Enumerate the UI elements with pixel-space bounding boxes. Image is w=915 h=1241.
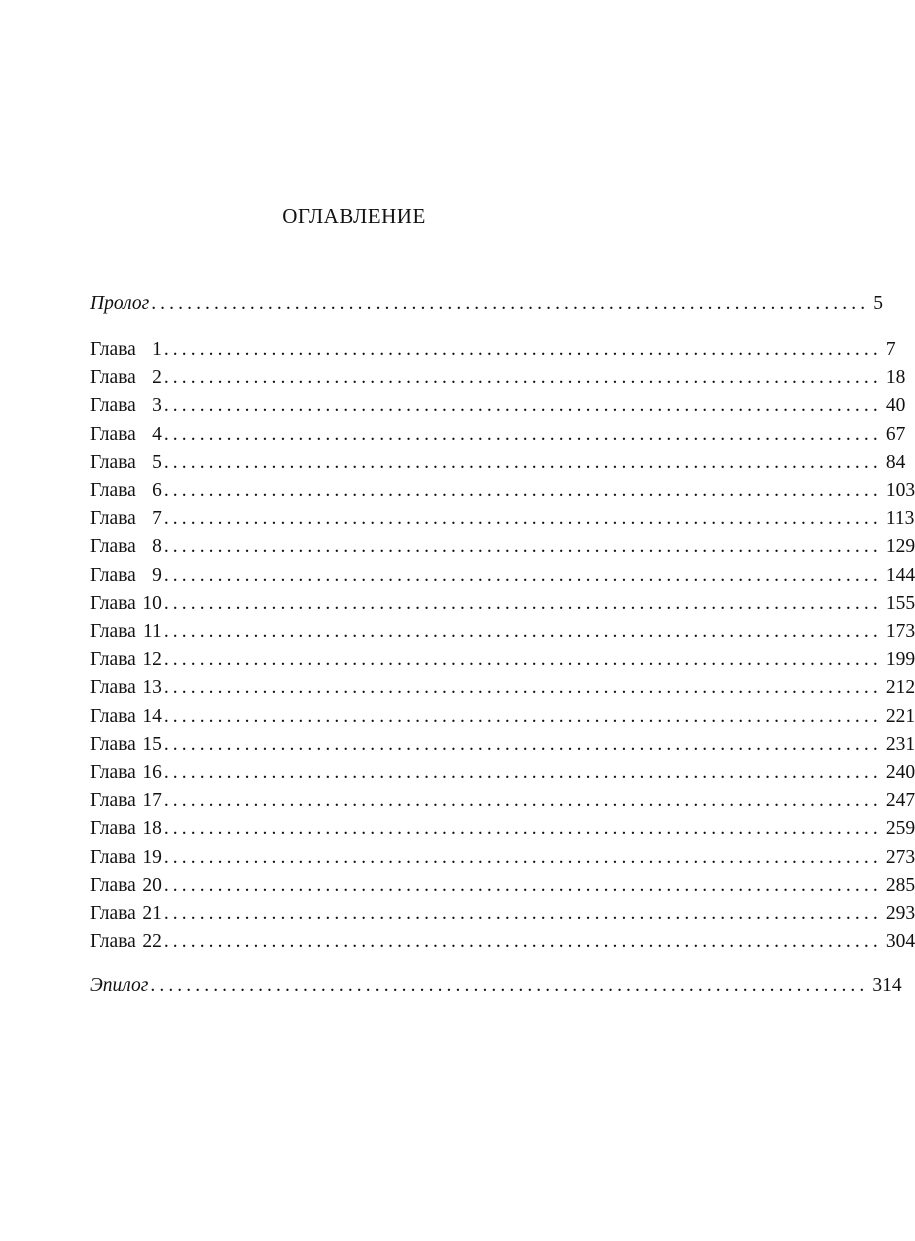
toc-page-number: 240 bbox=[885, 762, 915, 783]
toc-entry-label bbox=[90, 564, 162, 588]
toc-page-number: 231 bbox=[885, 733, 915, 755]
toc-entry-label bbox=[90, 338, 162, 362]
toc-page-number: 293 bbox=[885, 903, 915, 924]
toc-entry-chapter-21[interactable] bbox=[90, 902, 915, 926]
leader-dots: ................................................................................ bbox=[163, 903, 882, 924]
toc-entry-prologue[interactable] bbox=[90, 292, 883, 316]
chapter-number: 19 bbox=[142, 846, 162, 868]
toc-entry-chapter-12[interactable] bbox=[90, 648, 915, 672]
leader-dots: ................................................................................ bbox=[163, 649, 882, 671]
toc-page-number: 84 bbox=[885, 451, 906, 473]
leader-dots: ................................................................................ bbox=[163, 677, 882, 699]
leader-dots: ................................................................................ bbox=[163, 874, 882, 896]
leader-dots: ................................................................................ bbox=[163, 423, 882, 445]
chapter-number: 22 bbox=[142, 931, 162, 953]
leader-dots: ................................................................................ bbox=[150, 975, 869, 996]
toc-page-number: 67 bbox=[885, 423, 906, 445]
toc-entry-label bbox=[90, 451, 162, 475]
chapter-word: Глава bbox=[90, 846, 136, 868]
leader-dots: ................................................................................ bbox=[163, 592, 882, 614]
leader-dots: ................................................................................ bbox=[163, 480, 882, 501]
leader-dots: ................................................................................ bbox=[163, 339, 882, 360]
toc-page-number: 273 bbox=[885, 846, 915, 868]
toc-page-number: 7 bbox=[885, 339, 896, 360]
chapter-number: 6 bbox=[152, 480, 162, 501]
toc-entry-label bbox=[90, 479, 162, 503]
toc-entry-chapter-5[interactable] bbox=[90, 451, 906, 475]
chapter-word: Глава bbox=[90, 564, 136, 586]
chapter-word: Глава bbox=[90, 705, 136, 727]
chapter-number: 9 bbox=[152, 564, 162, 586]
toc-entry-label bbox=[90, 761, 162, 785]
toc-entry-label bbox=[90, 930, 162, 954]
chapter-word: Глава bbox=[90, 423, 136, 445]
toc-entry-label bbox=[90, 423, 162, 447]
leader-dots: ................................................................................ bbox=[163, 931, 882, 953]
leader-dots: ................................................................................ bbox=[163, 818, 882, 840]
toc-entry-chapter-14[interactable] bbox=[90, 705, 915, 729]
chapter-word: Глава bbox=[90, 621, 136, 642]
toc-entry-chapter-18[interactable] bbox=[90, 817, 915, 841]
leader-dots: ................................................................................ bbox=[163, 395, 882, 417]
chapter-number: 12 bbox=[142, 649, 162, 671]
chapter-word: Глава bbox=[90, 762, 136, 783]
chapter-number: 16 bbox=[142, 762, 162, 783]
toc-page-number: 129 bbox=[885, 536, 915, 558]
chapter-word: Глава bbox=[90, 790, 136, 812]
toc-entry-chapter-19[interactable] bbox=[90, 846, 915, 870]
leader-dots: ................................................................................ bbox=[163, 621, 882, 642]
toc-entry-chapter-22[interactable] bbox=[90, 930, 915, 954]
chapter-number: 4 bbox=[152, 423, 162, 445]
chapter-number: 17 bbox=[142, 790, 162, 812]
toc-entry-label bbox=[90, 789, 162, 813]
toc-entry-label bbox=[90, 394, 162, 418]
leader-dots: ................................................................................ bbox=[163, 367, 882, 389]
chapter-number: 21 bbox=[142, 903, 162, 924]
toc-page-number: 212 bbox=[885, 677, 915, 699]
leader-dots: ................................................................................ bbox=[163, 705, 882, 727]
toc-entry-label: Эпилог bbox=[90, 975, 149, 996]
chapter-number: 8 bbox=[152, 536, 162, 558]
chapter-word: Глава bbox=[90, 508, 136, 530]
chapter-word: Глава bbox=[90, 903, 136, 924]
toc-entry-label bbox=[90, 648, 162, 672]
toc-page-number: 247 bbox=[885, 790, 915, 812]
toc-page-number: 144 bbox=[885, 564, 915, 586]
toc-page-number: 40 bbox=[885, 395, 906, 417]
toc-entry-chapter-3[interactable] bbox=[90, 394, 906, 418]
toc-entry-label bbox=[90, 817, 162, 841]
toc-page-number: 304 bbox=[885, 931, 915, 953]
chapter-word: Глава bbox=[90, 649, 136, 671]
toc-page-number: 314 bbox=[872, 975, 902, 996]
chapter-word: Глава bbox=[90, 874, 136, 896]
toc-entry-chapter-8[interactable] bbox=[90, 535, 915, 559]
toc-entry-chapter-2[interactable] bbox=[90, 366, 906, 390]
chapter-word: Глава bbox=[90, 677, 136, 699]
toc-entry-chapter-6[interactable] bbox=[90, 479, 915, 503]
chapter-number: 13 bbox=[142, 677, 162, 699]
leader-dots: ................................................................................ bbox=[163, 762, 882, 783]
toc-entry-label bbox=[90, 676, 162, 700]
leader-dots: ................................................................................ bbox=[163, 508, 882, 530]
chapter-word: Глава bbox=[90, 395, 136, 417]
toc-entry-label bbox=[90, 592, 162, 616]
toc-entry-chapter-15[interactable] bbox=[90, 733, 915, 757]
chapter-number: 10 bbox=[142, 592, 162, 614]
leader-dots: ................................................................................ bbox=[151, 293, 870, 314]
chapter-number: 11 bbox=[143, 621, 162, 642]
toc-entry-chapter-7[interactable] bbox=[90, 507, 915, 531]
chapter-number: 20 bbox=[142, 874, 162, 896]
chapter-word: Глава bbox=[90, 451, 136, 473]
chapter-number: 1 bbox=[152, 339, 162, 360]
chapter-word: Глава bbox=[90, 592, 136, 614]
chapter-number: 15 bbox=[142, 733, 162, 755]
toc-page-number: 18 bbox=[885, 367, 906, 389]
chapter-number: 14 bbox=[142, 705, 162, 727]
toc-entry-label: Пролог bbox=[90, 293, 150, 314]
leader-dots: ................................................................................ bbox=[163, 564, 882, 586]
leader-dots: ................................................................................ bbox=[163, 846, 882, 868]
toc-entry-chapter-10[interactable] bbox=[90, 592, 915, 616]
toc-entry-label bbox=[90, 733, 162, 757]
chapter-word: Глава bbox=[90, 733, 136, 755]
chapter-word: Глава bbox=[90, 818, 136, 840]
toc-entry-label bbox=[90, 507, 162, 531]
toc-entry-label bbox=[90, 846, 162, 870]
toc-entry-label bbox=[90, 705, 162, 729]
toc-entry-chapter-1[interactable] bbox=[90, 338, 896, 362]
toc-entry-label bbox=[90, 366, 162, 390]
toc-entry-label bbox=[90, 620, 162, 644]
toc-entry-chapter-4[interactable] bbox=[90, 423, 906, 447]
chapter-number: 7 bbox=[152, 508, 162, 530]
toc-entry-chapter-9[interactable] bbox=[90, 564, 915, 588]
toc-entry-epilogue[interactable] bbox=[90, 974, 902, 998]
toc-entry-chapter-11[interactable] bbox=[90, 620, 915, 644]
toc-entry-chapter-20[interactable] bbox=[90, 874, 915, 898]
chapter-word: Глава bbox=[90, 339, 136, 360]
toc-page-number: 173 bbox=[885, 621, 915, 642]
toc-entry-chapter-16[interactable] bbox=[90, 761, 915, 785]
chapter-number: 5 bbox=[152, 451, 162, 473]
leader-dots: ................................................................................ bbox=[163, 733, 882, 755]
leader-dots: ................................................................................ bbox=[163, 790, 882, 812]
toc-page-number: 199 bbox=[885, 649, 915, 671]
toc-entry-chapter-13[interactable] bbox=[90, 676, 915, 700]
toc-page-number: 221 bbox=[885, 705, 915, 727]
toc-entry-label bbox=[90, 874, 162, 898]
chapter-number: 2 bbox=[152, 367, 162, 389]
page-title: ОГЛАВЛЕНИЕ bbox=[282, 204, 426, 228]
toc-entry-label bbox=[90, 535, 162, 559]
chapter-word: Глава bbox=[90, 480, 136, 501]
leader-dots: ................................................................................ bbox=[163, 451, 882, 473]
toc-page-number: 155 bbox=[885, 592, 915, 614]
chapter-word: Глава bbox=[90, 931, 136, 953]
toc-entry-chapter-17[interactable] bbox=[90, 789, 915, 813]
toc-entry-label bbox=[90, 902, 162, 926]
toc-page-number: 103 bbox=[885, 480, 915, 501]
chapter-word: Глава bbox=[90, 536, 136, 558]
leader-dots: ................................................................................ bbox=[163, 536, 882, 558]
toc-page-number: 259 bbox=[885, 818, 915, 840]
toc-page-number: 113 bbox=[885, 508, 915, 530]
chapter-word: Глава bbox=[90, 367, 136, 389]
toc-page-number: 5 bbox=[873, 293, 883, 314]
chapter-number: 18 bbox=[142, 818, 162, 840]
toc-page-number: 285 bbox=[885, 874, 915, 896]
chapter-number: 3 bbox=[152, 395, 162, 417]
